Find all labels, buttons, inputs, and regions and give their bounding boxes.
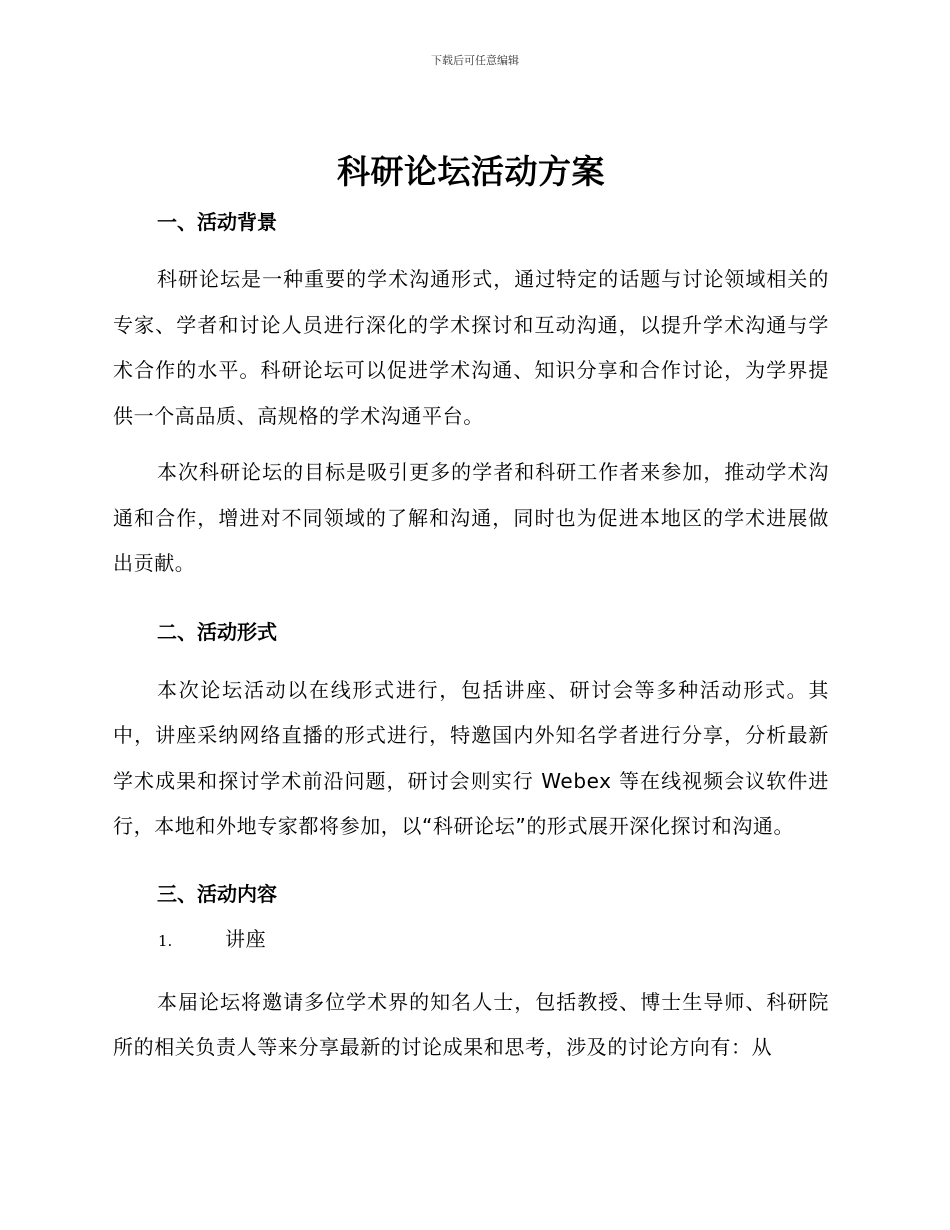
document-title: 科研论坛活动方案 bbox=[337, 152, 605, 191]
background-paragraph-2: 本次科研论坛的目标是吸引更多的学者和科研工作者来参加，推动学术沟通和合作，增进对不同领域的了解和沟通，同时也为促进本地区的学术进展做出贡献。 bbox=[113, 460, 829, 575]
list-item-label: 讲座 bbox=[225, 926, 267, 951]
list-number: 1. bbox=[158, 931, 173, 950]
format-paragraph: 本次论坛活动以在线形式进行，包括讲座、研讨会等多种活动形式。其中，讲座采纳网络直播的形式进行，特邀国内外知名学者进行分享，分析最新学术成果和探讨学术前沿问题，研讨会则实行 Webex 等在线视频会议软件进行，本地和外地专家都将参加，以“科研论坛”的形式展开深化探讨和沟通。 bbox=[113, 677, 829, 838]
lecture-paragraph: 本届论坛将邀请多位学术界的知名人士，包括教授、博士生导师、科研院所的相关负责人等来分享最新的讨论成果和思考，涉及的讨论方向有：从 bbox=[113, 989, 829, 1059]
section-heading-content: 三、活动内容 bbox=[157, 881, 277, 906]
section-heading-format: 二、活动形式 bbox=[157, 619, 277, 644]
content-list-item-lecture bbox=[113, 924, 829, 956]
section-heading-background: 一、活动背景 bbox=[157, 210, 277, 234]
page-header-note: 下载后可任意编辑 bbox=[431, 54, 519, 67]
background-paragraph-1: 科研论坛是一种重要的学术沟通形式，通过特定的话题与讨论领域相关的专家、学者和讨论人员进行深化的学术探讨和互动沟通，以提升学术沟通与学术合作的水平。科研论坛可以促进学术沟通、知识分享和合作讨论，为学界提供一个高品质、高规格的学术沟通平台。 bbox=[113, 267, 829, 428]
document-body bbox=[113, 146, 829, 1071]
